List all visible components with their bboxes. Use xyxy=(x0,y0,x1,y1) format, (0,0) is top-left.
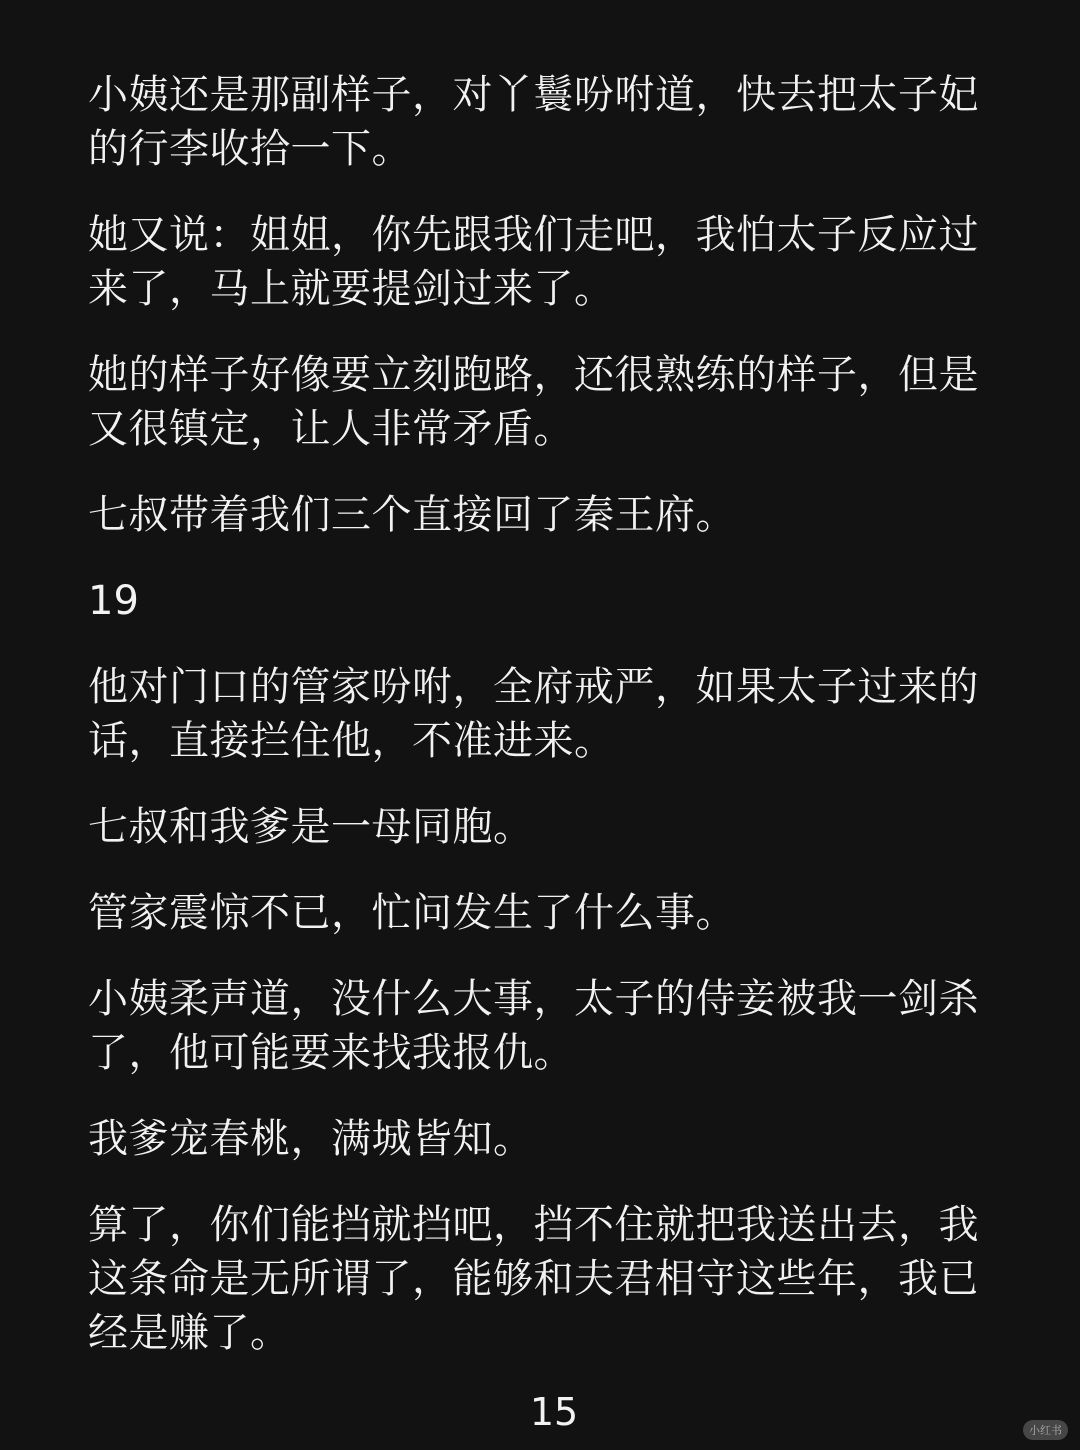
text-body xyxy=(88,68,998,1392)
watermark-logo: 小红书 xyxy=(1023,1420,1068,1440)
paragraph: 他对门口的管家吩咐，全府戒严，如果太子过来的话，直接拦住他，不准进来。 xyxy=(88,664,979,764)
chapter-number: 19 xyxy=(88,578,139,624)
page-number: 15 xyxy=(529,1390,579,1434)
paragraph: 我爹宠春桃，满城皆知。 xyxy=(88,1116,534,1162)
paragraph: 小姨柔声道，没什么大事，太子的侍妾被我一剑杀了，他可能要来找我报仇。 xyxy=(88,976,979,1076)
paragraph: 七叔带着我们三个直接回了秦王府。 xyxy=(88,492,736,538)
paragraph: 算了，你们能挡就挡吧，挡不住就把我送出去，我这条命是无所谓了，能够和夫君相守这些年，我已经是赚了。 xyxy=(88,1202,979,1356)
paragraph: 她的样子好像要立刻跑路，还很熟练的样子，但是又很镇定，让人非常矛盾。 xyxy=(88,352,979,452)
paragraph: 她又说：姐姐，你先跟我们走吧，我怕太子反应过来了，马上就要提剑过来了。 xyxy=(88,212,979,312)
paragraph: 小姨还是那副样子，对丫鬟吩咐道，快去把太子妃的行李收拾一下。 xyxy=(88,72,979,172)
paragraph: 管家震惊不已，忙问发生了什么事。 xyxy=(88,890,736,936)
paragraph: 七叔和我爹是一母同胞。 xyxy=(88,804,534,850)
